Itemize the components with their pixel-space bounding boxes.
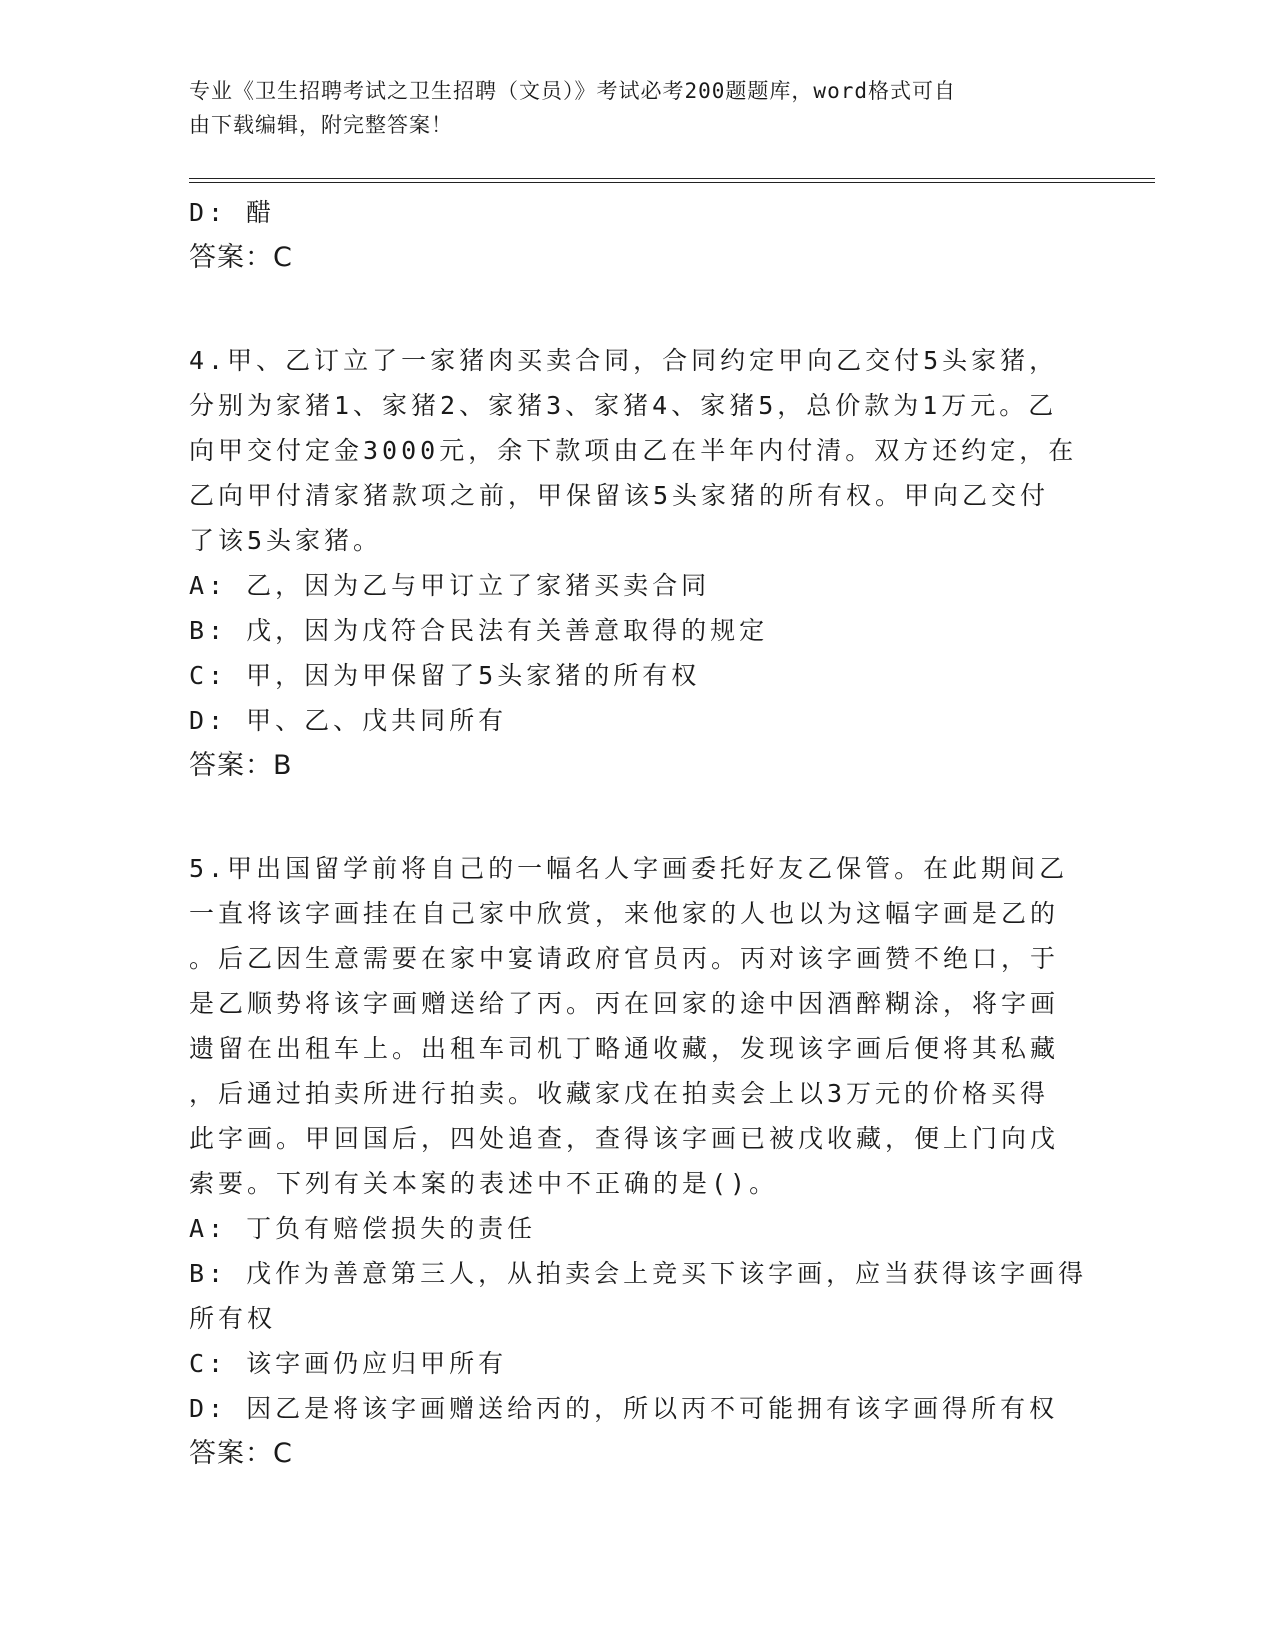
- option-a: A: 乙，因为乙与甲订立了家猪买卖合同: [189, 571, 711, 600]
- answer-line: 答案：C: [189, 1438, 293, 1469]
- option-d: D: 醋: [189, 198, 276, 227]
- previous-question-tail: [189, 190, 1089, 280]
- spacer: [189, 788, 1089, 846]
- spacer: [189, 280, 1089, 338]
- stem-line: 此字画。甲回国后，四处追查，查得该字画已被戊收藏，便上门向戊: [189, 1124, 1060, 1153]
- option-b: B: 戊作为善意第三人，从拍卖会上竞买下该字画，应当获得该字画得: [189, 1259, 1088, 1288]
- document-header: [189, 74, 1069, 142]
- question-stem: [189, 338, 1089, 563]
- header-divider-bottom: [189, 182, 1155, 183]
- option-b: B: 戊，因为戊符合民法有关善意取得的规定: [189, 616, 769, 645]
- document-body: [189, 190, 1089, 1476]
- option-b-continuation: 所有权: [189, 1304, 277, 1333]
- stem-line: 向甲交付定金3000元，余下款项由乙在半年内付清。双方还约定，在: [189, 436, 1078, 465]
- stem-line: 是乙顺势将该字画赠送给了丙。丙在回家的途中因酒醉糊涂，将字画: [189, 989, 1060, 1018]
- option-c: C: 甲，因为甲保留了5头家猪的所有权: [189, 661, 701, 690]
- stem-line: 分别为家猪1、家猪2、家猪3、家猪4、家猪5，总价款为1万元。乙: [189, 391, 1058, 420]
- option-d: D: 因乙是将该字画赠送给丙的，所以丙不可能拥有该字画得所有权: [189, 1394, 1059, 1423]
- stem-line: 了该5头家猪。: [189, 526, 383, 555]
- answer-line: 答案：C: [189, 242, 293, 273]
- header-title-line-1: 专业《卫生招聘考试之卫生招聘（文员）》考试必考200题题库，word格式可自: [189, 79, 956, 103]
- option-c: C: 该字画仍应归甲所有: [189, 1349, 508, 1378]
- option-d: D: 甲、乙、戊共同所有: [189, 706, 508, 735]
- question-4: [189, 338, 1089, 788]
- stem-line: 。后乙因生意需要在家中宴请政府官员丙。丙对该字画赞不绝口，于: [189, 944, 1060, 973]
- header-title-line-2: 由下载编辑，附完整答案！: [189, 113, 453, 137]
- question-5: [189, 846, 1089, 1476]
- stem-line: 一直将该字画挂在自己家中欣赏，来他家的人也以为这幅字画是乙的: [189, 899, 1060, 928]
- stem-line: 乙向甲付清家猪款项之前，甲保留该5头家猪的所有权。甲向乙交付: [189, 481, 1050, 510]
- question-stem: [189, 846, 1089, 1206]
- stem-line: 4.甲、乙订立了一家猪肉买卖合同，合同约定甲向乙交付5头家猪，: [189, 346, 1059, 375]
- option-a: A: 丁负有赔偿损失的责任: [189, 1214, 537, 1243]
- stem-line: 5.甲出国留学前将自己的一幅名人字画委托好友乙保管。在此期间乙: [189, 854, 1069, 883]
- stem-line: 索要。下列有关本案的表述中不正确的是()。: [189, 1169, 779, 1198]
- stem-line: ，后通过拍卖所进行拍卖。收藏家戊在拍卖会上以3万元的价格买得: [189, 1079, 1050, 1108]
- answer-line: 答案：B: [189, 750, 293, 781]
- header-divider-top: [189, 178, 1155, 179]
- stem-line: 遗留在出租车上。出租车司机丁略通收藏，发现该字画后便将其私藏: [189, 1034, 1060, 1063]
